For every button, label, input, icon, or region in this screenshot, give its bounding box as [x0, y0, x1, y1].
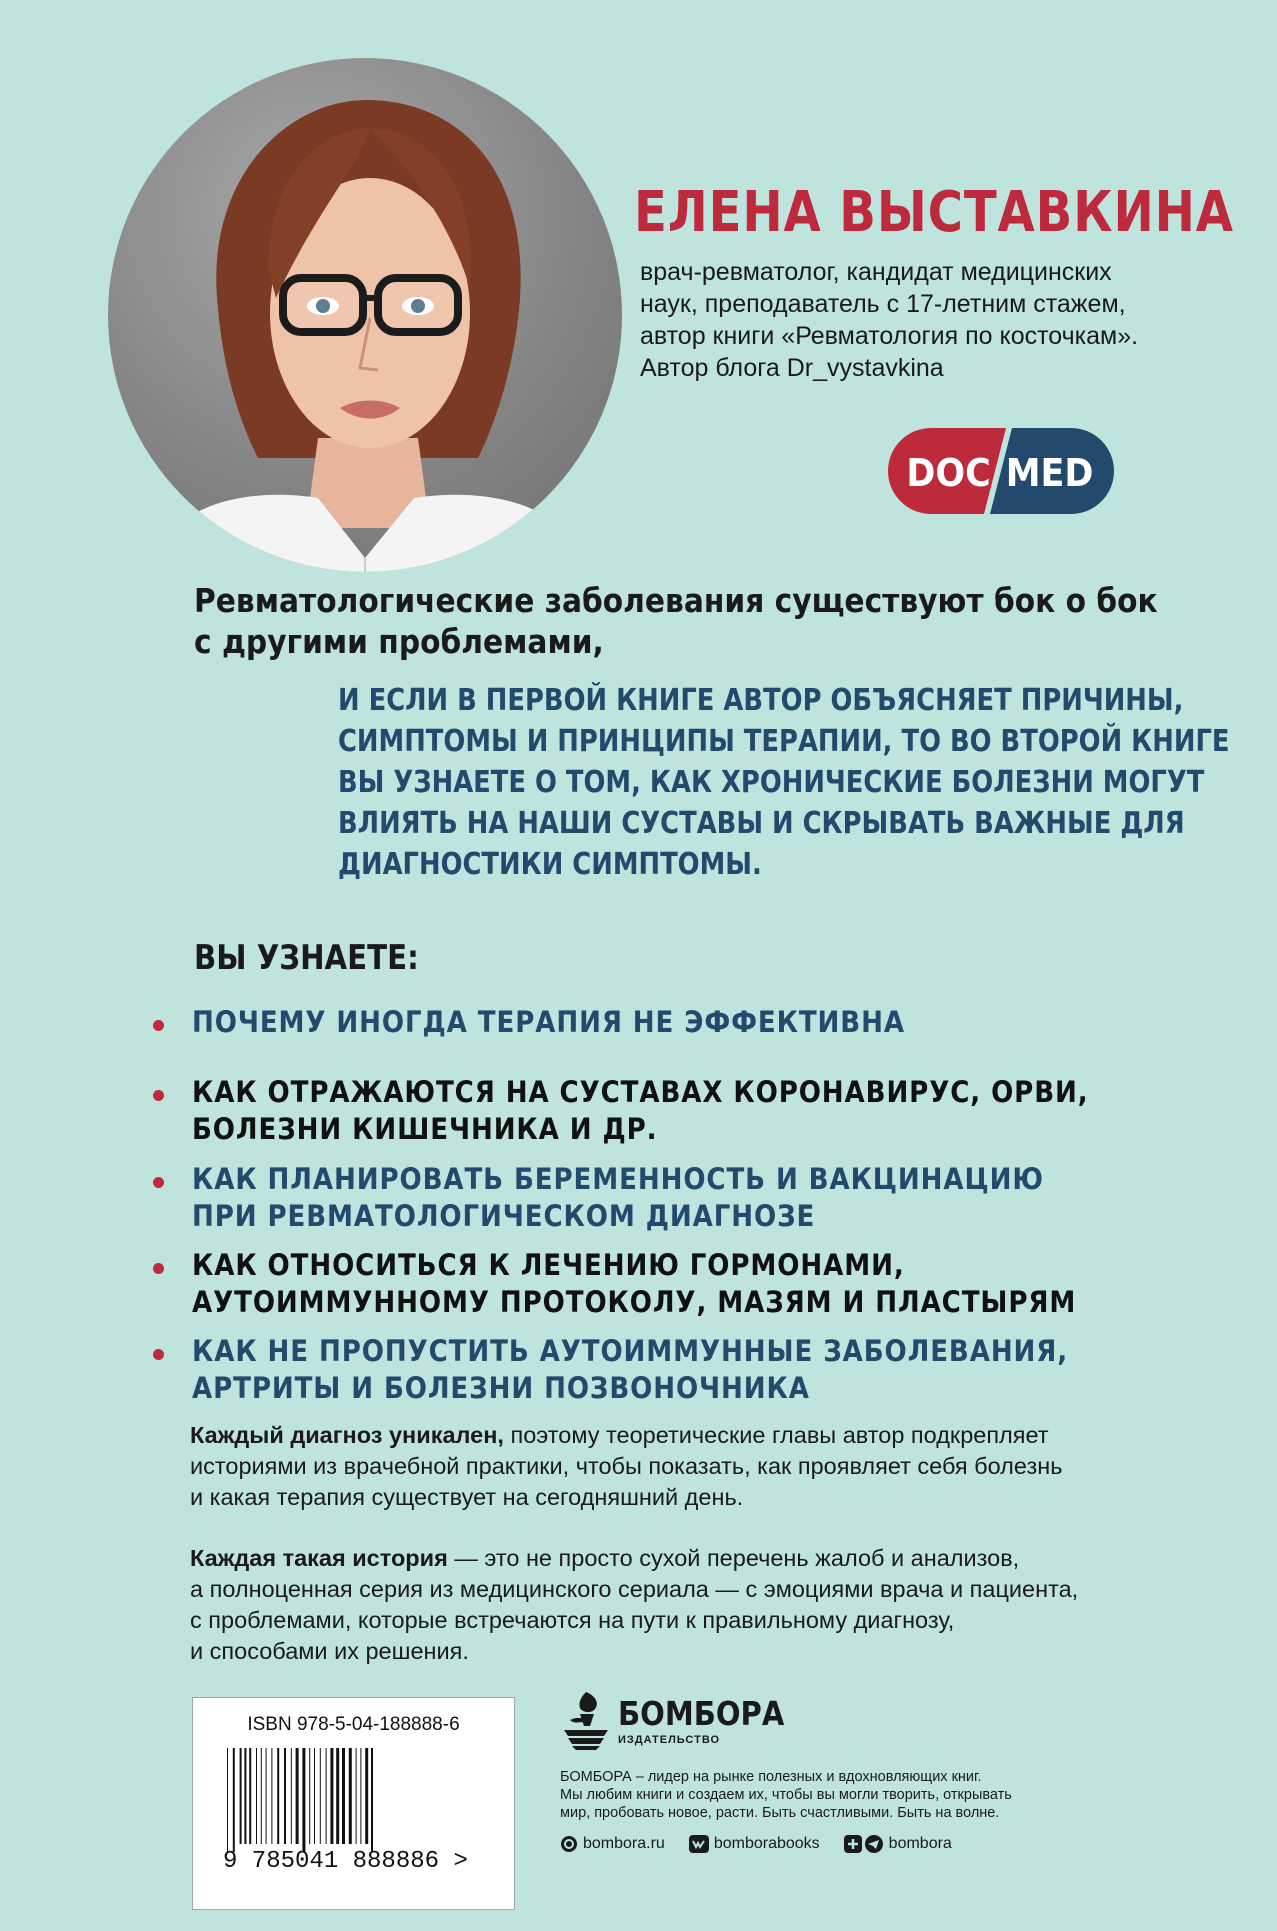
isbn-label: ISBN 978-5-04-188888-6	[247, 1714, 460, 1735]
author-photo	[108, 58, 622, 572]
paragraph-diagnosis	[190, 1420, 1200, 1513]
publisher-desc-line: мир, пробовать новое, расти. Быть счастливыми. Быть на волне.	[560, 1805, 1000, 1821]
isbn-barcode-box	[192, 1697, 515, 1910]
barcode-bar	[240, 1748, 242, 1844]
social-label: bombora.ru	[583, 1835, 665, 1852]
bio-line: Автор блога Dr_vystavkina	[640, 354, 944, 382]
explain-line: ВЫ УЗНАЕТЕ О ТОМ, КАК ХРОНИЧЕСКИЕ БОЛЕЗНИ МОГУТ	[338, 765, 1205, 800]
barcode-bar	[365, 1748, 368, 1844]
learn-item	[148, 1074, 1208, 1161]
barcode-bar	[227, 1748, 228, 1852]
barcode-bar	[256, 1748, 257, 1844]
barcode-bar	[330, 1748, 333, 1844]
learn-title: ВЫ УЗНАЕТЕ:	[194, 938, 419, 978]
barcode-bar	[320, 1748, 321, 1844]
paragraph-line: и какая терапия существует на сегодняшний день.	[190, 1484, 744, 1510]
paragraph-bold-lead: Каждый диагноз уникален,	[190, 1422, 504, 1448]
bio-line: автор книги «Ревматология по косточкам».	[640, 322, 1139, 350]
barcode-bar	[360, 1748, 361, 1844]
bullet-dot-icon	[153, 1020, 164, 1031]
social-label: bombora	[888, 1835, 952, 1852]
paragraph-story	[190, 1543, 1200, 1667]
docmed-left-text: DOC	[906, 450, 991, 496]
barcode-bar	[314, 1748, 315, 1844]
bio-line: врач-ревматолог, кандидат медицинских	[640, 258, 1112, 286]
bullet-dot-icon	[153, 1349, 164, 1360]
docmed-right-text: MED	[1005, 450, 1094, 496]
learn-item-line: БОЛЕЗНИ КИШЕЧНИКА И ДР.	[192, 1112, 658, 1146]
publisher-desc-line: Мы любим книги и создаем их, чтобы вы могли творить, открывать	[560, 1787, 1012, 1803]
paragraph-text: поэтому теоретические главы автор подкрепляет	[503, 1422, 1049, 1448]
social-label: bomborabooks	[713, 1835, 820, 1852]
plus-telegram-icon	[844, 1835, 884, 1853]
bio-line: наук, преподаватель с 17-летним стажем,	[640, 290, 1126, 318]
barcode-bar	[284, 1748, 286, 1844]
barcode-bar	[296, 1748, 299, 1844]
learn-item-line: КАК ПЛАНИРОВАТЬ БЕРЕМЕННОСТЬ И ВАКЦИНАЦИЮ	[192, 1162, 1044, 1196]
explain-line: ДИАГНОСТИКИ СИМПТОМЫ.	[338, 847, 762, 882]
barcode-bar	[342, 1748, 345, 1844]
learn-item-line: ПОЧЕМУ ИНОГДА ТЕРАПИЯ НЕ ЭФФЕКТИВНА	[192, 1005, 905, 1039]
publisher-description	[560, 1768, 1012, 1822]
barcode-digits: 9 785041 888886 >	[223, 1848, 468, 1875]
barcode-bar	[271, 1748, 272, 1844]
barcode-bar	[266, 1748, 267, 1844]
learn-item	[148, 1247, 1208, 1333]
barcode-bar	[291, 1748, 292, 1844]
publisher-name: БОМБОРА	[618, 1694, 785, 1733]
learn-item-line: ПРИ РЕВМАТОЛОГИЧЕСКОМ ДИАГНОЗЕ	[192, 1199, 816, 1233]
learn-item	[148, 1004, 1208, 1074]
bullet-dot-icon	[153, 1090, 164, 1101]
learn-list	[148, 1004, 1208, 1419]
barcode-image	[227, 1748, 481, 1852]
learn-item-line: КАК НЕ ПРОПУСТИТЬ АУТОИММУННЫЕ ЗАБОЛЕВАНИЯ,	[192, 1334, 1069, 1368]
barcode-bar	[302, 1748, 305, 1852]
author-bio	[640, 256, 1200, 384]
bullet-dot-icon	[153, 1263, 164, 1274]
bombora-logo-icon	[560, 1690, 612, 1752]
explain-line: СИМПТОМЫ И ПРИНЦИПЫ ТЕРАПИИ, ТО ВО ВТОРОЙ КНИГЕ	[338, 724, 1230, 759]
social-vk[interactable]	[689, 1835, 820, 1853]
barcode-bar	[244, 1748, 246, 1844]
intro-text	[194, 580, 1158, 662]
barcode-bar	[309, 1748, 310, 1844]
learn-item-line: КАК ОТНОСИТЬСЯ К ЛЕЧЕНИЮ ГОРМОНАМИ,	[192, 1248, 905, 1282]
paragraph-line: а полноценная серия из медицинского сериала — с эмоциями врача и пациента,	[190, 1576, 1079, 1602]
paragraph-bold-lead: Каждая такая история	[190, 1545, 448, 1571]
paragraph-line: и способами их решения.	[190, 1638, 469, 1664]
explain-line: ВЛИЯТЬ НА НАШИ СУСТАВЫ И СКРЫВАТЬ ВАЖНЫЕ ДЛЯ	[338, 806, 1185, 841]
learn-item	[148, 1161, 1208, 1247]
barcode-bar	[249, 1748, 251, 1844]
publisher-socials	[560, 1835, 976, 1853]
barcode-bar	[326, 1748, 327, 1844]
social-website[interactable]	[560, 1835, 665, 1853]
intro-line: с другими проблемами,	[194, 622, 604, 661]
barcode-bar	[233, 1748, 235, 1852]
publisher-desc-line: БОМБОРА – лидер на рынке полезных и вдохновляющих книг.	[560, 1769, 982, 1785]
barcode-bar	[261, 1748, 262, 1844]
learn-item-line: АУТОИММУННОМУ ПРОТОКОЛУ, МАЗЯМ И ПЛАСТЫРЯМ	[192, 1285, 1077, 1319]
barcode-bar	[371, 1748, 373, 1852]
intro-line: Ревматологические заболевания существуют бок о бок	[194, 581, 1158, 620]
vk-icon	[689, 1835, 709, 1853]
social-telegram[interactable]	[844, 1835, 952, 1853]
explain-line: И ЕСЛИ В ПЕРВОЙ КНИГЕ АВТОР ОБЪЯСНЯЕТ ПРИЧИНЫ,	[338, 683, 1184, 718]
docmed-series-logo	[888, 428, 1114, 514]
learn-item	[148, 1333, 1208, 1419]
barcode-bar	[336, 1748, 339, 1844]
learn-item-line: КАК ОТРАЖАЮТСЯ НА СУСТАВАХ КОРОНАВИРУС, ОРВИ,	[192, 1075, 1089, 1109]
paragraph-line: с проблемами, которые встречаются на пути к правильному диагнозу,	[190, 1607, 955, 1633]
paragraph-text: — это не просто сухой перечень жалоб и анализов,	[447, 1545, 1020, 1571]
barcode-bar	[277, 1748, 279, 1844]
explain-text	[338, 680, 1230, 885]
barcode-bar	[356, 1748, 357, 1844]
author-name: ЕЛЕНА ВЫСТАВКИНА	[634, 180, 1234, 245]
bullet-dot-icon	[153, 1177, 164, 1188]
barcode-bar	[349, 1748, 352, 1844]
paragraph-line: историями из врачебной практики, чтобы показать, как проявляет себя болезнь	[190, 1453, 1063, 1479]
globe-icon	[560, 1835, 578, 1853]
learn-item-line: АРТРИТЫ И БОЛЕЗНИ ПОЗВОНОЧНИКА	[192, 1371, 810, 1405]
publisher-subtitle: ИЗДАТЕЛЬСТВО	[618, 1734, 721, 1746]
